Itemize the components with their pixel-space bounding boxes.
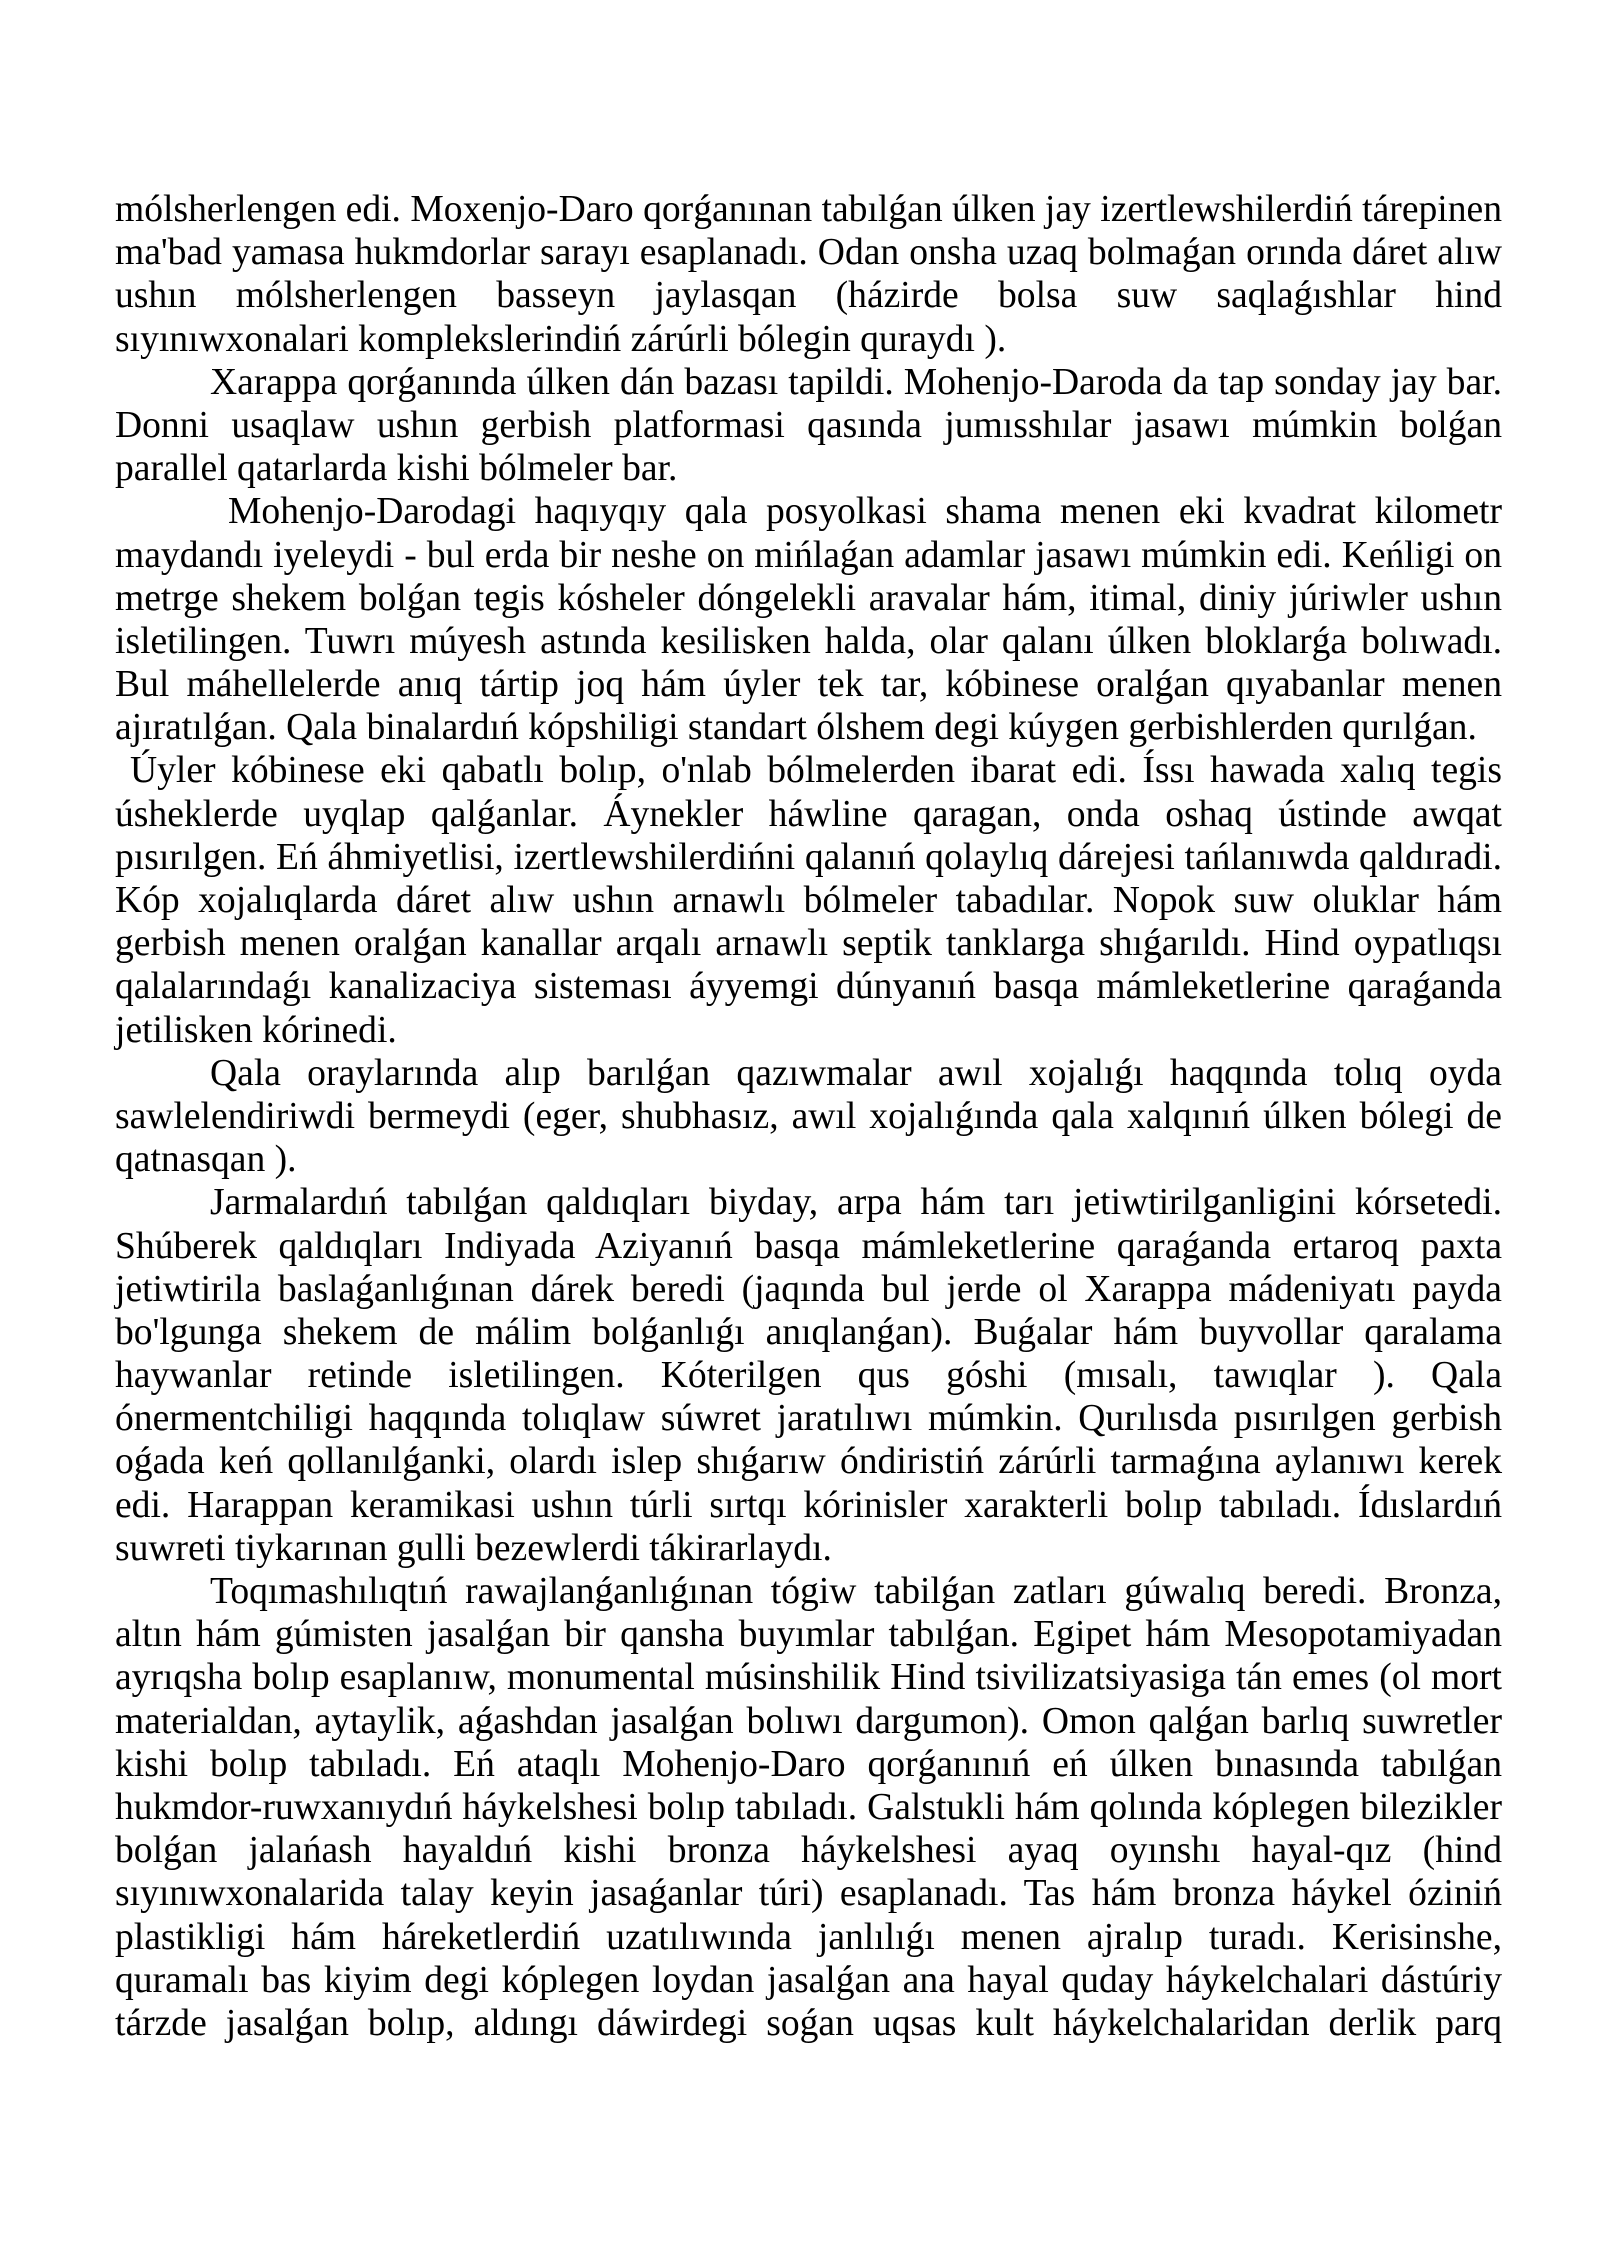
text-line: edi. Harappan keramikasi ushın túrli sırtqı kórinisler xarakterli bolıp tabıladı. Ídıslardıń: [115, 1484, 1502, 1526]
text-line: gerbish menen oralǵan kanallar arqalı arnawlı septik tanklarga shıǵarıldı. Hind oypatlıqsı: [115, 923, 1502, 965]
text-line: ajıratılǵan. Qala binalardıń kópshiligi standart ólshem degi kúygen gerbishlerden qurılǵan.: [115, 707, 1477, 749]
text-line: hukmdor-ruwxanıydıń háykelshesi bolıp tabıladı. Galstukli hám qolında kóplegen bilezikler: [115, 1786, 1502, 1828]
text-line: metrge shekem bolǵan tegis kósheler dóngelekli aravalar hám, itimal, diniy júriwler ushın: [115, 577, 1502, 619]
text-line: qatnasqan ).: [115, 1139, 297, 1181]
text-line: quramalı bas kiyim degi kóplegen loydan jasalǵan ana hayal quday háykelchalari dástúriy: [115, 1959, 1502, 2001]
text-line: materialdan, aytaylik, aǵashdan jasalǵan bolıwı dargumon). Omon qalǵan barlıq suwretler: [115, 1700, 1502, 1742]
text-line: ushın mólsherlengen basseyn jaylasqan (házirde bolsa suw saqlaǵıshlar hind: [115, 275, 1502, 317]
text-line: bolǵan jalańash hayaldıń kishi bronza háykelshesi ayaq oyınshı hayal-qız (hind: [115, 1830, 1502, 1872]
text-line: tárzde jasalǵan bolıp, aldıngı dáwirdegi soǵan uqsas kult háykelchalaridan derlik parq: [115, 2002, 1502, 2044]
paragraph: [115, 1181, 1502, 1570]
text-line: sıyınıwxonalarida talay keyin jasaǵanlar túri) esaplanadı. Tas hám bronza háykel óziniń: [115, 1873, 1502, 1915]
text-line: jetilisken kórinedi.: [115, 1009, 397, 1051]
text-line: mólsherlengen edi. Moxenjo-Daro qorǵanınan tabılǵan úlken jay izertlewshilerdiń tárepinen: [115, 189, 1502, 230]
text-line: maydandı iyeleydi - bul erda bir neshe on mińlaǵan adamlar jasawı múmkin edi. Keńligi on: [115, 534, 1502, 576]
paragraph: [115, 490, 1502, 749]
text-line: kishi bolıp tabıladı. Eń ataqlı Mohenjo-Daro qorǵanınıń eń úlken bınasında tabılǵan: [115, 1743, 1502, 1785]
text-line: Kóp xojalıqlarda dáret alıw ushın arnawlı bólmeler tabadılar. Nopok suw oluklar hám: [115, 880, 1502, 921]
paragraph: [115, 1052, 1502, 1182]
text-line: oǵada keń qollanılǵanki, olardı islep shıǵarıw óndiristiń zárúrli tarmaǵına aylanıwı kerek: [115, 1441, 1502, 1483]
text-line: plastikligi hám háreketlerdiń uzatılıwında janlılıǵı menen ajralıp turadı. Kerisinshe,: [115, 1916, 1502, 1958]
text-line: altın hám gúmisten jasalǵan bir qansha buyımlar tabılǵan. Egipet hám Mesopotamiyadan: [115, 1614, 1502, 1656]
text-line: Mohenjo-Darodagi haqıyqıy qala posyolkasi shama menen eki kvadrat kilometr: [228, 491, 1502, 533]
text-line: suwreti tiykarınan gulli bezewlerdi tákirarlaydı.: [115, 1527, 832, 1569]
text-line: isletilingen. Tuwrı múyesh astında kesilisken halda, olar qalanı úlken bloklarǵa bolıwadı.: [115, 620, 1502, 662]
text-line: jetiwtirila baslaǵanlıǵınan dárek beredi (jaqında bul jerde ol Xarappa mádeniyatı payda: [115, 1268, 1502, 1310]
text-line: Úyler kóbinese eki qabatlı bolıp, o'nlab bólmelerden ibarat edi. Íssı hawada xalıq tegis: [130, 750, 1502, 792]
text-line: úsheklerde uyqlap qalǵanlar. Áynekler háwline qaragan, onda oshaq ústinde awqat: [115, 793, 1502, 835]
text-line: qalalarındaǵı kanalizaciya sisteması áyyemgi dúnyanıń basqa mámleketlerine qaraǵanda: [115, 966, 1502, 1008]
paragraph: [115, 749, 1502, 1051]
text-line: ma'bad yamasa hukmdorlar sarayı esaplanadı. Odan onsha uzaq bolmaǵan orında dáret alıw: [115, 232, 1502, 274]
text-line: sawlelendiriwdi bermeydi (eger, shubhasız, awıl xojalıǵında qala xalqınıń úlken bólegi de: [115, 1095, 1502, 1137]
text-line: ónermentchiligi haqqında tolıqlaw súwret jaratılıwı múmkin. Qurılısda pısırılgen gerbish: [115, 1398, 1502, 1440]
text-line: Shúberek qaldıqları Indiyada Aziyanıń basqa mámleketlerine qaraǵanda ertaroq paxta: [115, 1225, 1502, 1267]
text-line: haywanlar retinde isletilingen. Kóterilgen qus góshi (mısalı, tawıqlar ). Qala: [115, 1355, 1502, 1397]
document-page: [115, 188, 1502, 2045]
text-line: ayrıqsha bolıp esaplanıw, monumental músinshilik Hind tsivilizatsiyasiga tán emes (ol mort: [115, 1657, 1502, 1699]
text-line: sıyınıwxonalari komplekslerindiń zárúrli bólegin quraydı ).: [115, 318, 1007, 360]
text-line: Bul máhellelerde anıq tártip joq hám úyler tek tar, kóbinese oralǵan qıyabanlar menen: [115, 664, 1502, 706]
text-line: Jarmalardıń tabılǵan qaldıqları biyday, arpa hám tarı jetiwtirilganligini kórsetedi.: [210, 1182, 1502, 1224]
paragraph: [115, 1570, 1502, 2045]
text-line: Toqımashılıqtıń rawajlanǵanlıǵınan tógiw tabilǵan zatları gúwalıq beredi. Bronza,: [210, 1571, 1502, 1612]
paragraph: [115, 188, 1502, 361]
paragraph: [115, 361, 1502, 491]
text-line: Qala oraylarında alıp barılǵan qazıwmalar awıl xojalıǵı haqqında tolıq oyda: [210, 1052, 1502, 1094]
text-line: Xarappa qorǵanında úlken dán bazası tapildi. Mohenjo-Daroda da tap sonday jay bar.: [210, 361, 1502, 403]
text-line: pısırılgen. Eń áhmiyetlisi, izertlewshilerdińni qalanıń qolaylıq dárejesi tańlanıwda qaldıradi.: [115, 836, 1502, 878]
text-line: bo'lgunga shekem de málim bolǵanlıǵı anıqlanǵan). Buǵalar hám buyvollar qaralama: [115, 1311, 1502, 1353]
text-line: Donni usaqlaw ushın gerbish platformasi qasında jumısshılar jasawı múmkin bolǵan: [115, 404, 1502, 446]
text-line: parallel qatarlarda kishi bólmeler bar.: [115, 448, 678, 490]
